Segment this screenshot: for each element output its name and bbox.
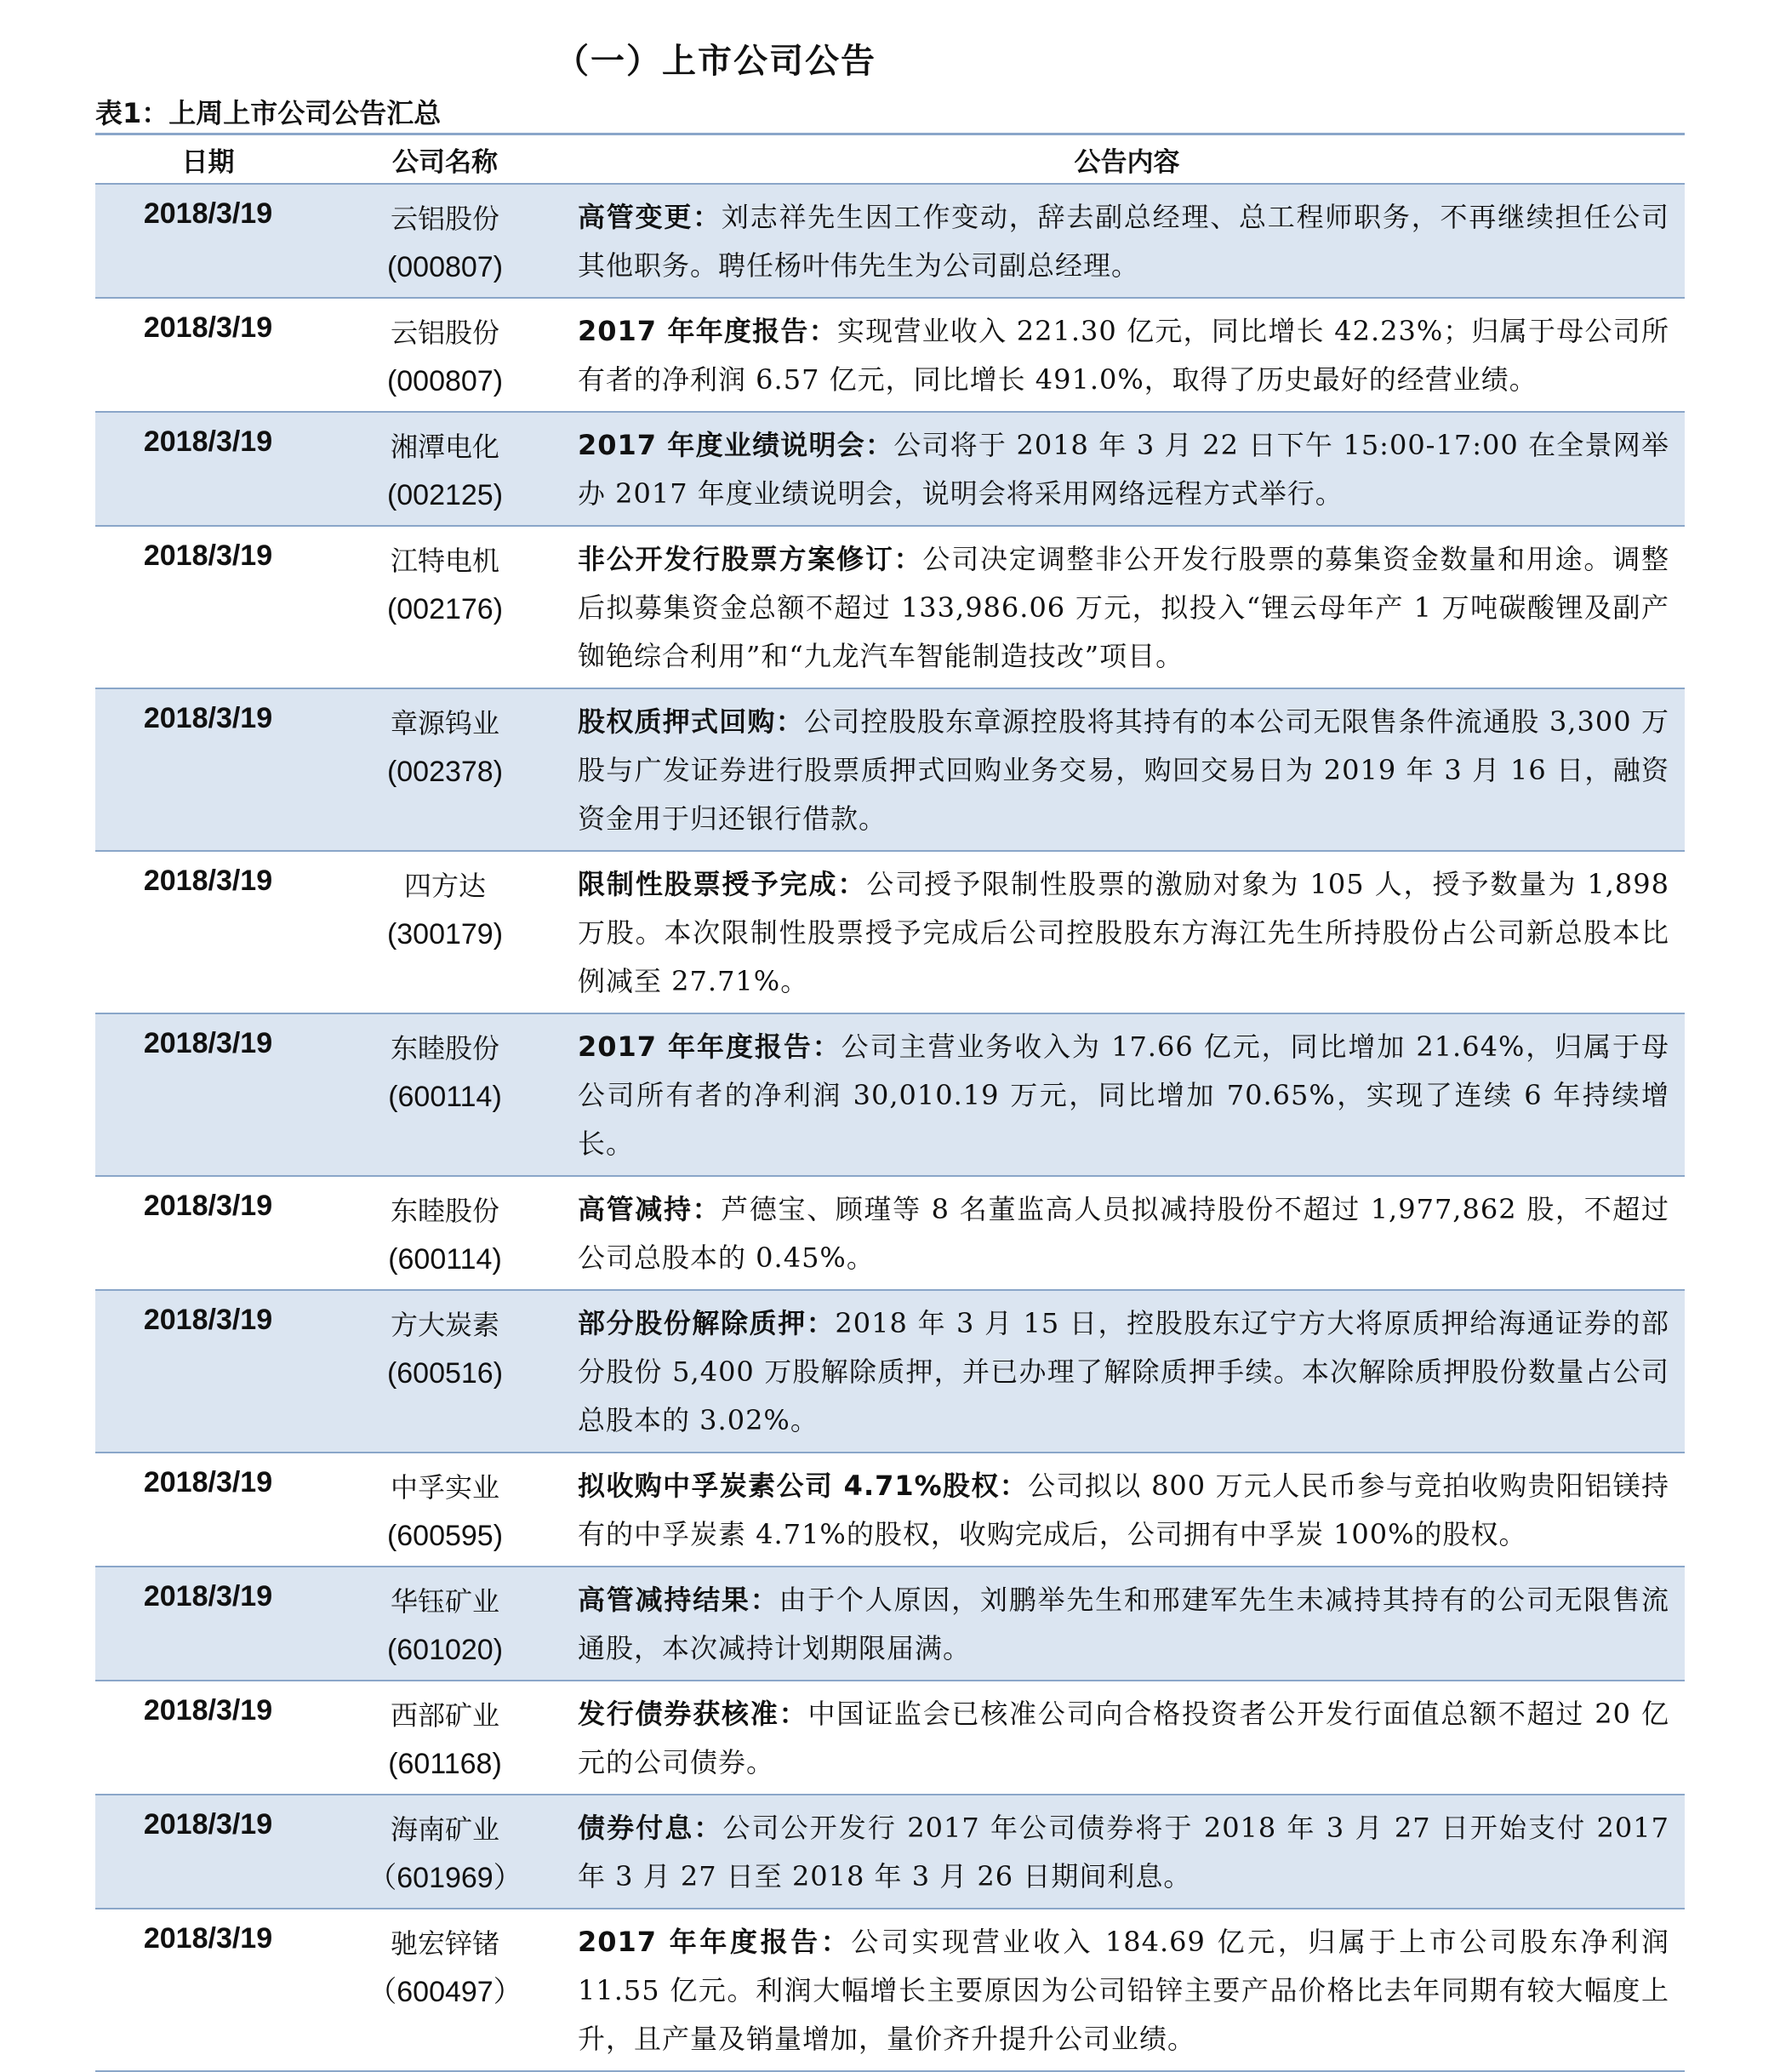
table-body [95,185,1685,2072]
announcement-title: 限制性股票授予完成： [578,868,867,900]
row-content [569,689,1685,850]
row-date: 2018/3/19 [143,197,273,230]
company-name: 方大炭素 [390,1309,499,1341]
announcement-text: 公司将于 2018 年 3 月 22 日下午 15:00-17:00 在全景网举办 2017 年度业绩说明会，说明会将采用网络远程方式举行。 [578,429,1669,510]
row-date: 2018/3/19 [143,1304,273,1336]
announcement-title: 非公开发行股票方案修订： [578,543,923,575]
announcement-title: 2017 年年度报告： [578,1926,852,1958]
announcement-text: 公司实现营业收入 184.69 亿元，归属于上市公司股东净利润 11.55 亿元。利润大幅增长主要原因为公司铅锌主要产品价格比去年同期有较大幅度上升，且产量及销量增加，量价齐升提升公司业绩。 [578,1926,1669,2055]
row-company [321,1014,569,1175]
section-title: （一）上市公司公告 [555,42,876,81]
announcement-text: 2018 年 3 月 15 日，控股股东辽宁方大将原质押给海通证券的部分股份 5,400 万股解除质押，并已办理了解除质押手续。本次解除质押股份数量占公司总股本的 3.02%。 [578,1307,1669,1436]
announcement-text: 公司决定调整非公开发行股票的募集资金数量和用途。调整后拟募集资金总额不超过 133,986.06 万元，拟投入“锂云母年产 1 万吨碳酸锂及副产铷铯综合利用”和“九龙汽车智能制造技改”项目。 [578,543,1669,672]
row-content [569,1453,1685,1566]
company-name: 驰宏锌锗 [390,1927,499,1960]
row-date: 2018/3/19 [143,1808,273,1841]
header-company: 公司名称 [392,146,498,178]
announcement-text: 芦德宝、顾瑾等 8 名董监高人员拟减持股份不超过 1,977,862 股，不超过公司总股本的 0.45%。 [578,1193,1669,1274]
company-name: 江特电机 [390,545,499,577]
announcement-title: 发行债券获核准： [578,1698,808,1730]
row-content [569,1909,1685,2070]
company-code: (600114) [388,1243,502,1276]
company-name: 云铝股份 [390,203,499,235]
table-row [95,852,1685,1014]
table-row [95,1014,1685,1177]
table-row [95,1795,1685,1909]
row-content [569,852,1685,1013]
row-company [321,1567,569,1680]
announcement-title: 股权质押式回购： [578,705,805,738]
row-date: 2018/3/19 [143,1027,273,1059]
row-date: 2018/3/19 [143,425,273,458]
row-company [321,1909,569,2070]
row-content [569,1795,1685,1908]
company-name: 海南矿业 [390,1813,499,1846]
header-content: 公告内容 [1074,146,1180,178]
row-content [569,185,1685,297]
row-content [569,1014,1685,1175]
table-row [95,413,1685,527]
row-company [321,852,569,1013]
company-name: 华钰矿业 [390,1585,499,1618]
table-row [95,299,1685,413]
company-name: 云铝股份 [390,317,499,349]
company-code: (601168) [388,1748,502,1780]
row-company [321,1291,569,1452]
row-company [321,689,569,850]
announcement-text: 中国证监会已核准公司向合格投资者公开发行面值总额不超过 20 亿元的公司债券。 [578,1698,1669,1778]
row-date: 2018/3/19 [143,311,273,344]
company-code: (601020) [386,1634,504,1666]
announcement-text: 公司授予限制性股票的激励对象为 105 人，授予数量为 1,898 万股。本次限制性股票授予完成后公司控股股东方海江先生所持股份占公司新总股本比例减至 27.71%。 [578,868,1669,997]
announcement-title: 债券付息： [578,1812,723,1844]
announcement-title: 高管减持： [578,1193,722,1225]
announcement-title: 高管变更： [578,201,722,233]
row-date: 2018/3/19 [143,1466,273,1498]
row-date: 2018/3/19 [143,1190,273,1222]
company-code: (300179) [386,918,504,950]
row-content [569,1291,1685,1452]
announcement-title: 2017 年度业绩说明会： [578,429,894,461]
company-name: 中孚实业 [390,1471,499,1504]
announcement-title: 高管减持结果： [578,1584,779,1616]
row-date: 2018/3/19 [143,539,273,572]
row-content [569,1567,1685,1680]
header-date: 日期 [181,146,235,178]
row-company [321,1177,569,1289]
row-date: 2018/3/19 [143,1694,273,1727]
row-content [569,1177,1685,1289]
row-company [321,1795,569,1908]
announcement-text: 公司拟以 800 万元人民币参与竞拍收购贵阳铝镁持有的中孚炭素 4.71%的股权，收购完成后，公司拥有中孚炭 100%的股权。 [578,1470,1669,1550]
row-company [321,1681,569,1794]
table-caption: 表1：上周上市公司公告汇总 [95,97,442,129]
announcement-text: 公司公开发行 2017 年公司债券将于 2018 年 3 月 27 日开始支付 2017 年 3 月 27 日至 2018 年 3 月 26 日期间利息。 [578,1812,1669,1892]
company-name: 湘潭电化 [390,431,499,463]
table-row [95,1453,1685,1567]
table-row [95,689,1685,852]
company-name: 章源钨业 [390,707,499,739]
company-code: (600516) [386,1357,504,1390]
row-content [569,527,1685,688]
row-company [321,1453,569,1566]
row-date: 2018/3/19 [143,1922,273,1955]
row-company [321,299,569,411]
table-row [95,1177,1685,1291]
row-company [321,413,569,525]
table-header [95,135,1685,185]
row-content [569,413,1685,525]
company-code: (000807) [386,251,504,283]
company-name: 四方达 [403,870,486,902]
announcement-title: 2017 年年度报告： [578,1030,842,1063]
announcement-text: 公司主营业务收入为 17.66 亿元，同比增加 21.64%，归属于母公司所有者的净利润 30,010.19 万元，同比增加 70.65%，实现了连续 6 年持续增长。 [578,1030,1669,1160]
announcement-text: 由于个人原因，刘鹏举先生和邢建军先生未减持其持有的公司无限售流通股，本次减持计划期限届满。 [578,1584,1669,1664]
table-row [95,527,1685,689]
company-code: (002378) [386,756,504,788]
row-company [321,527,569,688]
table-row [95,1567,1685,1681]
table-row [95,1681,1685,1795]
table-row [95,1909,1685,2072]
announcement-table [95,133,1685,2072]
company-code: （601969） [368,1862,522,1894]
row-content [569,299,1685,411]
row-content [569,1681,1685,1794]
announcement-title: 2017 年年度报告： [578,315,837,347]
announcement-text: 公司控股股东章源控股将其持有的本公司无限售条件流通股 3,300 万股与广发证券进行股票质押式回购业务交易，购回交易日为 2019 年 3 月 16 日，融资资金用于归还银行借款。 [578,705,1669,835]
company-name: 西部矿业 [390,1699,499,1732]
row-date: 2018/3/19 [143,865,273,897]
row-date: 2018/3/19 [143,1580,273,1613]
announcement-text: 实现营业收入 221.30 亿元，同比增长 42.23%；归属于母公司所有者的净利润 6.57 亿元，同比增长 491.0%，取得了历史最好的经营业绩。 [578,315,1669,396]
company-code: (600595) [386,1520,504,1552]
company-code: （600497） [368,1976,522,2008]
announcement-title: 拟收购中孚炭素公司 4.71%股权： [578,1470,1029,1502]
announcement-text: 刘志祥先生因工作变动，辞去副总经理、总工程师职务，不再继续担任公司其他职务。聘任杨叶伟先生为公司副总经理。 [578,201,1669,282]
company-code: (000807) [386,365,504,397]
row-company [321,185,569,297]
company-code: (002176) [386,593,504,625]
announcement-title: 部分股份解除质押： [578,1307,836,1339]
row-date: 2018/3/19 [143,702,273,734]
table-row [95,185,1685,299]
company-name: 东睦股份 [390,1195,499,1227]
table-row [95,1291,1685,1453]
company-name: 东睦股份 [390,1032,499,1065]
company-code: (002125) [386,479,504,511]
company-code: (600114) [388,1081,502,1113]
